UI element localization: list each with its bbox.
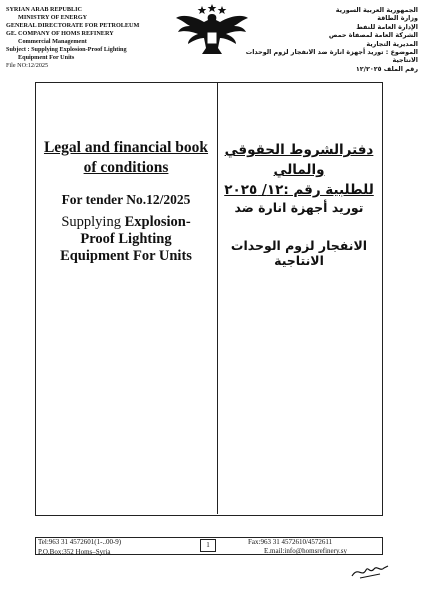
header-subject: Subject : Supplying Explosion-Proof Lighting (6, 46, 127, 53)
header-country-ar: الجمهورية العربية السورية (335, 6, 418, 14)
footer-pobox: P.O.Box:352 Homs–Syria (38, 548, 111, 556)
handwritten-signature (350, 560, 390, 582)
footer-email: E.mail:info@homsrefinery.sy (264, 547, 347, 555)
column-divider (217, 82, 218, 514)
header-subject-ar: الموضوع : توريد أجهزة انارة ضد الانفجار لزوم الوحدات (245, 48, 418, 57)
header-company: GE. COMPANY OF HOMS REFINERY (6, 30, 114, 37)
subject-ar-line1: توريد أجهزة انارة ضد (234, 200, 364, 215)
footer-tel: Tel:963 31 4572601(1-..00-9) (38, 538, 122, 546)
header-subject-cont-ar: الانتاجية (392, 56, 418, 65)
tender-number: For tender No.12/2025 (61, 192, 191, 207)
eagle-emblem-icon (174, 2, 250, 58)
subject-word1: Supplying (61, 214, 121, 230)
document-title-line1: Legal and financial book (43, 139, 209, 156)
subject-ar-line2: الانفجار لزوم الوحدات الانتاجية (230, 238, 368, 268)
footer-fax: Fax:963 31 4572610/4572611 (248, 538, 333, 546)
header-directorate-ar: الإدارة العامة للنفط (356, 22, 418, 31)
header-ministry: MINISTRY OF ENERGY (18, 14, 88, 21)
header-left (6, 6, 191, 70)
header-subject-cont: Equipment For Units (18, 54, 75, 61)
subject-line3: Equipment For Units (60, 248, 192, 264)
header-file-number: File NO:12/2025 (6, 62, 49, 69)
header-ministry-ar: وزارة الطاقة (377, 14, 418, 23)
header-right (243, 6, 418, 73)
header-department: Commercial Management (18, 38, 87, 45)
header-file-number-ar: رقم الملف ١٢/٢٠٢٥ (355, 64, 418, 73)
header-company-ar: الشركة العامة لمصفاة حمص (328, 31, 418, 40)
document-title-ar-line2: للطلبية رقم :١٢/ ٢٠٢٥ (224, 182, 374, 198)
document-title-line2: of conditions (83, 159, 169, 176)
document-title-ar-line1: دفترالشروط الحقوقي والمالي (224, 142, 374, 178)
subject-block (40, 214, 212, 265)
header-directorate: GENERAL DIRECTORATE FOR PETROLEUM (6, 22, 140, 29)
subject-word2: Explosion- (124, 214, 191, 230)
subject-line2: Proof Lighting (80, 231, 172, 247)
document-title (40, 138, 212, 178)
document-title-ar (222, 140, 376, 200)
header-department-ar: المديرية التجارية (366, 39, 418, 48)
page-number: 1 (200, 539, 216, 552)
header-country: SYRIAN ARAB REPUBLIC (6, 6, 82, 13)
